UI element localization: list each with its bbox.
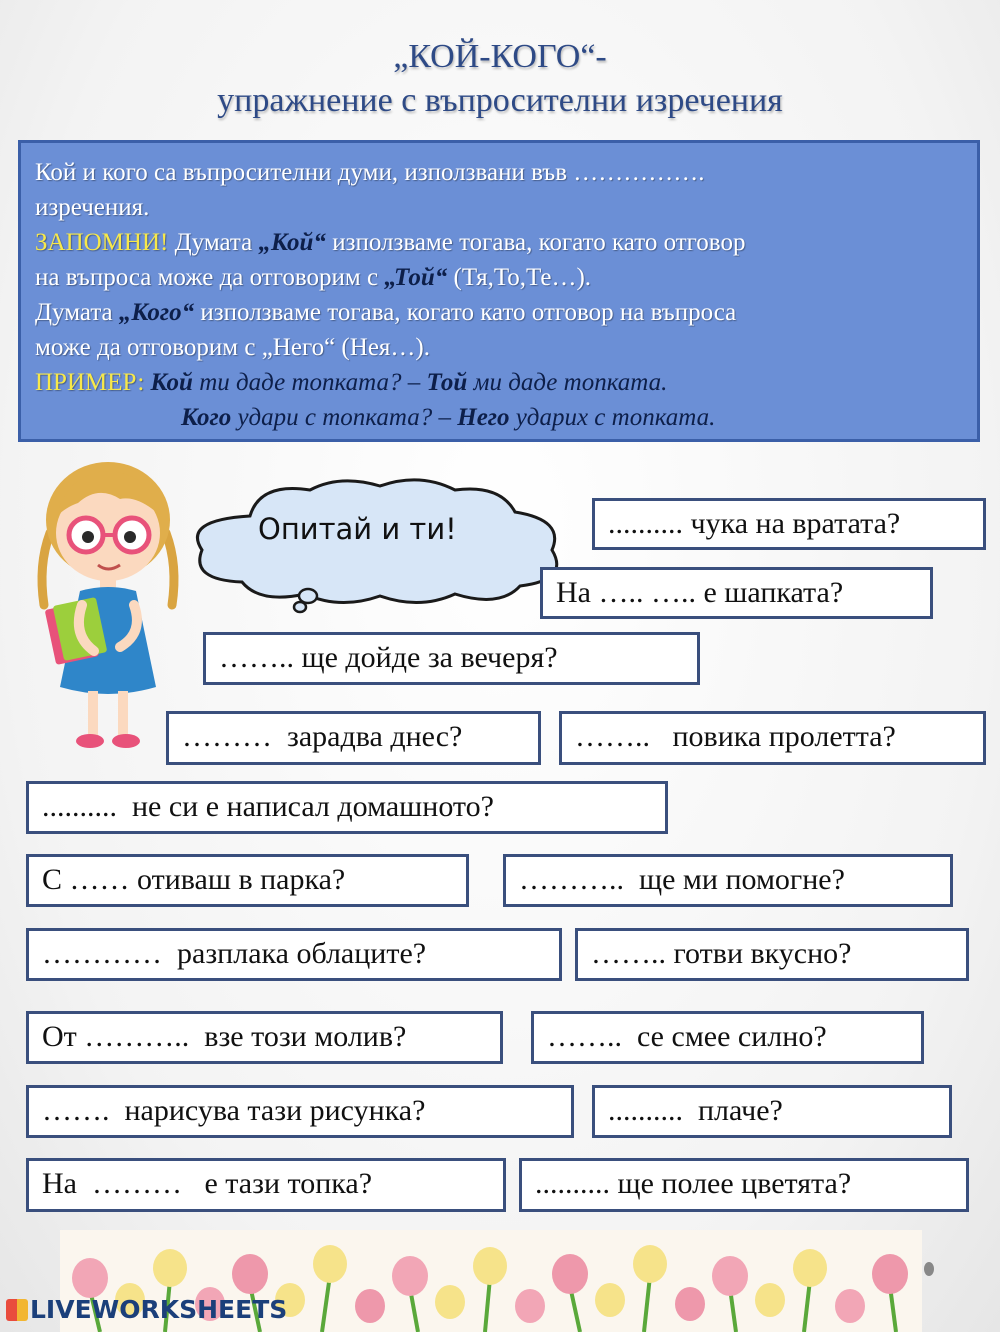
question-box[interactable]: От ……….. взе този молив?	[26, 1011, 503, 1064]
question-box[interactable]: …….. повика пролетта?	[559, 711, 986, 765]
question-box[interactable]: …….. се смее силно?	[531, 1011, 924, 1064]
rule-1-text-c: на въпроса може да отговорим с	[35, 264, 385, 291]
rule-1-answer: „Той“	[384, 264, 448, 291]
rule-2-text-b: използваме тогава, когато като отговор на въпроса	[194, 299, 737, 326]
question-box[interactable]: ……. нарисува тази рисунка?	[26, 1085, 574, 1138]
page-title: „КОЙ-КОГО“-	[393, 38, 607, 75]
rule-1-text-b: използваме тогава, когато като отговор	[325, 229, 746, 256]
example-1-c: Той	[426, 369, 468, 396]
example-1	[35, 365, 963, 400]
example-2	[35, 400, 963, 435]
question-box[interactable]: На ….. ….. е шапката?	[540, 567, 933, 619]
example-1-d: ми даде топката.	[467, 369, 668, 396]
intro-line-1: Кой и кого са въпросителни думи, използвани във …………….	[35, 159, 705, 186]
question-box[interactable]: С …… отиваш в парка?	[26, 854, 469, 907]
thought-cloud	[180, 476, 575, 616]
cloud-text: Опитай и ти!	[258, 512, 457, 546]
logo-icon	[6, 1299, 28, 1321]
question-box[interactable]: …….. ще дойде за вечеря?	[203, 632, 700, 685]
rule-1	[35, 225, 963, 260]
rule-1-text-d: (Тя,То,Те…).	[447, 264, 592, 291]
liveworksheets-logo	[6, 1295, 287, 1324]
question-box[interactable]: ……… зарадва днес?	[166, 711, 541, 765]
question-box[interactable]: .......... плаче?	[592, 1085, 952, 1138]
question-box[interactable]: …….. готви вкусно?	[575, 928, 969, 981]
example-2-b: удари с топката? –	[231, 404, 458, 431]
page-subtitle: упражнение с въпросителни изречения	[217, 82, 783, 119]
example-1-a: Кой	[144, 369, 193, 396]
question-box[interactable]: .......... не си е написал домашното?	[26, 781, 668, 834]
question-box[interactable]: На ……… е тази топка?	[26, 1158, 506, 1212]
example-label: ПРИМЕР:	[35, 369, 145, 396]
example-2-c: Него	[457, 404, 510, 431]
rule-1-text-a: Думата	[168, 229, 259, 256]
intro-line-2: изречения.	[35, 194, 150, 221]
logo-text: LIVEWORKSHEETS	[30, 1295, 288, 1324]
rule-2-text-a: Думата	[35, 299, 119, 326]
girl-illustration	[28, 455, 188, 765]
rule-2-cont: може да отговорим с „Него“ (Нея…).	[35, 334, 430, 361]
rule-2-word: „Кого“	[118, 299, 195, 326]
question-box[interactable]: ………… разплака облаците?	[26, 928, 562, 981]
remember-label: ЗАПОМНИ!	[35, 229, 169, 256]
rule-1-word: „Кой“	[258, 229, 326, 256]
question-box[interactable]: ……….. ще ми помогне?	[503, 854, 953, 907]
question-box[interactable]: .......... чука на вратата?	[592, 498, 986, 550]
example-2-a: Кого	[181, 404, 232, 431]
rules-box	[18, 140, 980, 442]
rule-2	[35, 295, 963, 330]
example-1-b: ти даде топката? –	[192, 369, 427, 396]
slide-dot	[924, 1262, 934, 1276]
example-2-d: ударих с топката.	[509, 404, 716, 431]
rule-1-cont	[35, 260, 963, 295]
question-box[interactable]: .......... ще полее цветята?	[519, 1158, 969, 1212]
